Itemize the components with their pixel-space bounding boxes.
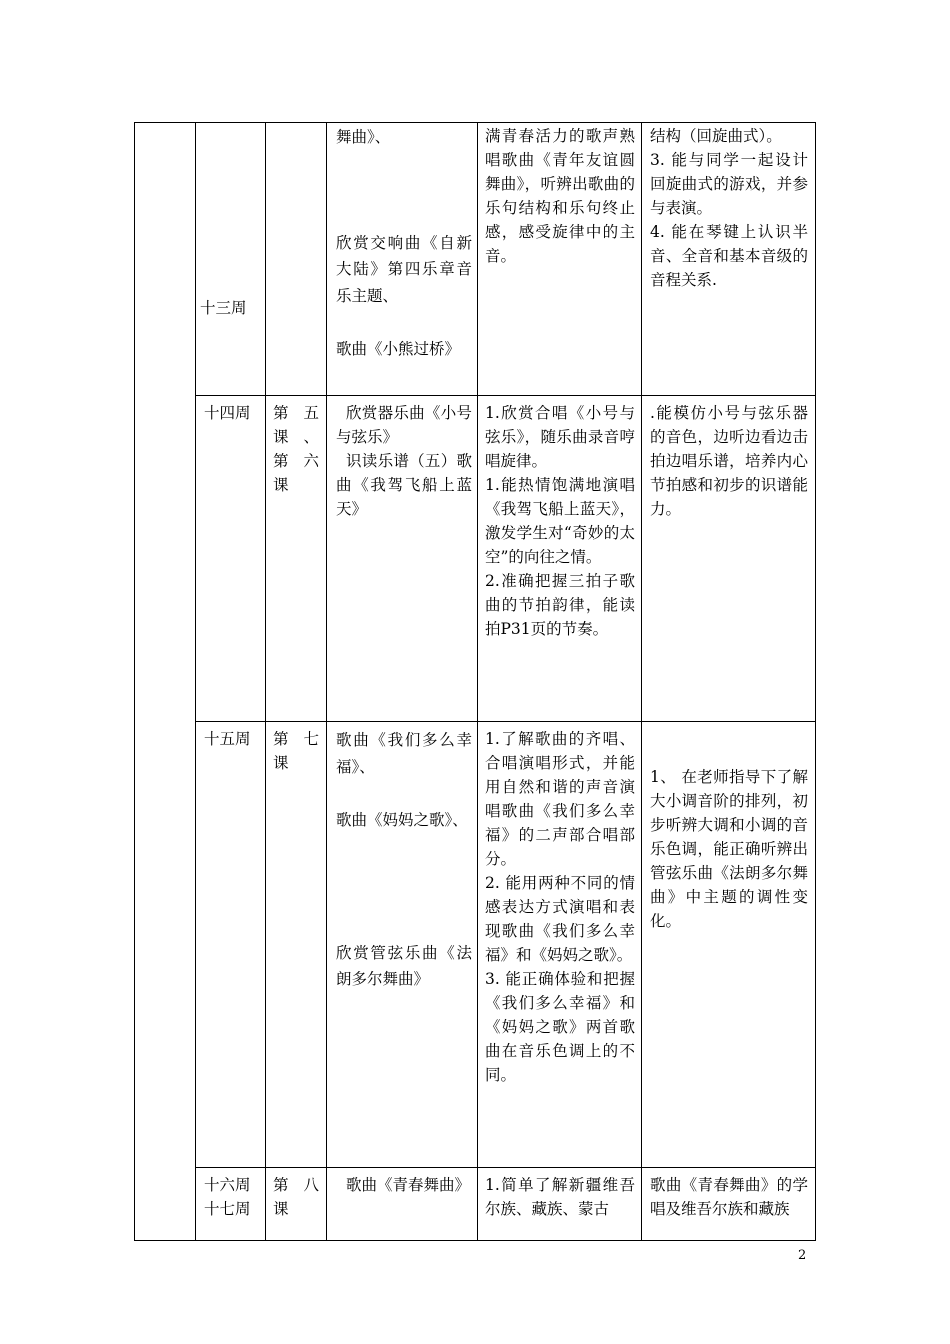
content-line: 歌曲《妈妈之歌》、	[336, 811, 468, 829]
requirement-paragraph: 4. 能在琴键上认识半音、全音和基本音级的音程关系.	[650, 223, 808, 289]
column-divider	[326, 122, 327, 1241]
week-cell	[200, 296, 260, 320]
content-cell	[336, 401, 472, 521]
week-label: 十五周	[204, 730, 251, 748]
lesson-label: 第七课	[273, 730, 321, 772]
content-spacer	[336, 309, 472, 336]
lesson-cell	[273, 727, 321, 775]
week-cell	[204, 401, 262, 425]
table-border-right	[815, 122, 816, 1241]
content-line: 歌曲《我们多么幸福》、	[336, 731, 472, 776]
week-label: 十六周	[204, 1176, 251, 1194]
goal-paragraph: 1.了解歌曲的齐唱、合唱演唱形式，并能用自然和谐的声音演唱歌曲《我们多么幸福》的二声部合唱部分。	[485, 730, 635, 868]
requirements-cell	[650, 1173, 808, 1221]
week-label: 十三周	[200, 299, 247, 317]
row-divider	[195, 721, 816, 722]
week-label: 十七周	[204, 1200, 251, 1218]
goals-cell	[485, 401, 635, 641]
lesson-label: 第八课	[273, 1176, 321, 1218]
table-border-left	[134, 122, 135, 1241]
requirements-cell	[650, 124, 808, 292]
page-number: 2	[798, 1248, 807, 1263]
schedule-table	[134, 122, 816, 1241]
row-divider	[195, 395, 816, 396]
requirements-cell	[650, 765, 808, 933]
goal-paragraph: 1.简单了解新疆维吾尔族、藏族、蒙古	[485, 1176, 635, 1218]
content-spacer	[336, 151, 472, 230]
column-divider	[195, 122, 196, 1241]
goals-cell	[485, 727, 635, 1087]
content-cell	[346, 1173, 474, 1197]
content-line: 欣赏器乐曲《小号与弦乐》	[336, 404, 472, 446]
goal-paragraph: 满青春活力的歌声熟唱歌曲《青年友谊圆舞曲》，听辨出歌曲的乐句结构和乐句终止感，感受旋律中的主音。	[485, 127, 635, 265]
goal-paragraph: 1.欣赏合唱《小号与弦乐》，随乐曲录音哼唱旋律。	[485, 404, 635, 470]
content-line: 识读乐谱（五）歌曲《我驾飞船上蓝天》	[336, 452, 472, 518]
goal-paragraph: 2.准确把握三拍子歌曲的节拍韵律，能读拍P31页的节奏。	[485, 572, 635, 638]
requirement-paragraph: 结构（回旋曲式）。	[650, 127, 782, 145]
row-divider	[195, 1167, 816, 1168]
content-line: 歌曲《小熊过桥》	[336, 340, 461, 358]
content-line: 欣赏交响曲《自新大陆》第四乐章音乐主题、	[336, 233, 472, 305]
content-line: 舞曲》、	[336, 128, 391, 146]
requirement-paragraph: 3. 能与同学一起设计回旋曲式的游戏，并参与表演。	[650, 151, 808, 217]
lesson-cell	[273, 1173, 321, 1221]
week-label: 十四周	[204, 404, 251, 422]
week-cell	[204, 727, 262, 751]
content-spacer	[336, 780, 472, 807]
column-divider	[477, 122, 478, 1241]
table-border-bottom	[134, 1240, 816, 1241]
column-divider	[265, 122, 266, 1241]
requirements-cell	[650, 401, 808, 521]
content-line: 欣赏管弦乐曲《法朗多尔舞曲》	[336, 943, 472, 988]
table-border-top	[134, 122, 816, 123]
requirement-paragraph: 歌曲《青春舞曲》的学唱及维吾尔族和藏族	[650, 1176, 808, 1218]
requirement-paragraph: 1、 在老师指导下了解大小调音阶的排列，初步听辨大调和小调的音乐色调，能正确听辨出管弦乐曲《法朗多尔舞曲》中主题的调性变化。	[650, 768, 808, 930]
content-spacer	[336, 834, 472, 940]
goal-paragraph: 3. 能正确体验和把握《我们多么幸福》和《妈妈之歌》两首歌曲在音乐色调上的不同。	[485, 970, 635, 1084]
goals-cell	[485, 1173, 635, 1221]
goal-paragraph: 2. 能用两种不同的情感表达方式演唱和表现歌曲《我们多么幸福》和《妈妈之歌》。	[485, 874, 635, 964]
lesson-label: 第五课、第六课	[273, 404, 321, 494]
requirement-paragraph: .能模仿小号与弦乐器的音色，边听边看边击拍边唱乐谱，培养内心节拍感和初步的识谱能力。	[650, 404, 808, 518]
goal-paragraph: 1.能热情饱满地演唱《我驾飞船上蓝天》，激发学生对“奇妙的太空”的向往之情。	[485, 476, 635, 566]
goals-cell	[485, 124, 635, 268]
column-divider	[641, 122, 642, 1241]
lesson-cell	[273, 401, 321, 497]
week-cell	[204, 1173, 262, 1221]
content-cell	[336, 727, 472, 993]
content-cell	[336, 124, 472, 363]
content-line: 歌曲《青春舞曲》	[346, 1176, 471, 1194]
